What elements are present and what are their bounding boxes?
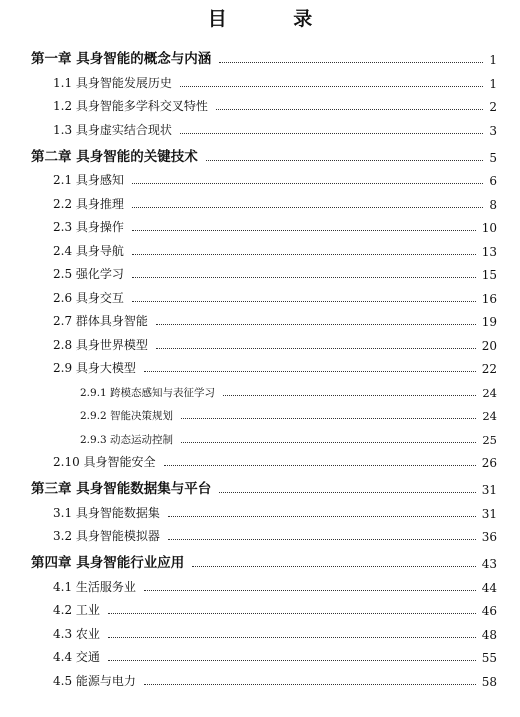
toc-section[interactable] [0, 67, 520, 91]
dot-leader [132, 229, 476, 231]
page-number: 3 [489, 123, 497, 138]
toc-section[interactable] [0, 282, 520, 306]
toc-chapter[interactable] [0, 138, 520, 165]
dot-leader [156, 347, 476, 349]
toc-chapter[interactable] [0, 470, 520, 497]
dot-leader [164, 464, 476, 466]
dot-leader [168, 515, 476, 517]
toc-subsection[interactable] [0, 423, 520, 447]
page-number: 26 [481, 456, 497, 470]
toc-label: 2.7 群体具身智能 [53, 314, 148, 328]
toc-label: 1.2 具身智能多学科交叉特性 [53, 99, 208, 113]
page-number: 48 [481, 627, 497, 642]
toc-label: 2.8 具身世界模型 [53, 337, 148, 352]
page-number: 20 [481, 338, 497, 353]
toc-label: 2.3 具身操作 [53, 220, 124, 234]
page-number: 31 [481, 506, 497, 521]
toc-section[interactable] [0, 329, 520, 353]
dot-leader [108, 636, 476, 638]
page-number: 10 [481, 221, 497, 235]
dot-leader [180, 85, 483, 87]
toc-label: 第四章 具身智能行业应用 [31, 555, 185, 571]
toc-section[interactable] [0, 353, 520, 377]
page-number: 46 [481, 604, 497, 618]
toc-section[interactable] [0, 447, 520, 471]
toc-section[interactable] [0, 188, 520, 212]
dot-leader [144, 370, 476, 372]
page-number: 24 [482, 409, 497, 423]
dot-leader [181, 441, 476, 443]
dot-leader [216, 108, 483, 110]
toc-label: 3.1 具身智能数据集 [53, 505, 160, 520]
toc-label: 2.9.2 智能决策规划 [80, 410, 174, 422]
toc-chapter[interactable] [0, 40, 520, 67]
dot-leader [108, 659, 476, 661]
toc-label: 2.4 具身导航 [53, 243, 124, 258]
dot-leader [132, 276, 476, 278]
toc-section[interactable] [0, 595, 520, 619]
page-number: 22 [481, 362, 497, 376]
page-number: 36 [481, 530, 497, 544]
toc-label: 4.4 交通 [53, 650, 100, 664]
dot-leader [108, 612, 476, 614]
dot-leader [168, 538, 476, 540]
page-number: 16 [481, 291, 497, 306]
dot-leader [144, 683, 476, 685]
toc-label: 2.5 强化学习 [53, 267, 124, 281]
toc-chapter[interactable] [0, 544, 520, 571]
dot-leader [206, 159, 484, 161]
toc-subsection[interactable] [0, 400, 520, 424]
dot-leader [181, 417, 476, 419]
toc-label: 2.10 具身智能安全 [53, 455, 156, 469]
toc-label: 第三章 具身智能数据集与平台 [31, 481, 212, 497]
page-title: 目 录 [207, 8, 343, 30]
page-number: 8 [489, 197, 497, 212]
toc-label: 2.9.1 跨模态感知与表征学习 [80, 386, 216, 399]
toc-label: 1.1 具身智能发展历史 [53, 75, 172, 90]
dot-leader [132, 300, 476, 302]
page-number: 25 [482, 432, 497, 447]
dot-leader [223, 394, 476, 396]
toc-section[interactable] [0, 521, 520, 545]
toc-section[interactable] [0, 259, 520, 283]
toc-label: 2.6 具身交互 [53, 290, 124, 305]
page-number: 13 [481, 244, 497, 259]
page-number: 31 [481, 483, 497, 497]
toc-section[interactable] [0, 235, 520, 259]
page-number: 1 [489, 53, 497, 67]
toc-label: 4.5 能源与电力 [53, 673, 136, 688]
toc-section[interactable] [0, 618, 520, 642]
toc-label: 4.3 农业 [53, 626, 100, 641]
toc-section[interactable] [0, 571, 520, 595]
toc-label: 1.3 具身虚实结合现状 [53, 122, 172, 137]
page-number: 19 [481, 315, 497, 329]
page-number: 2 [489, 100, 497, 114]
table-of-contents [0, 40, 520, 689]
toc-section[interactable] [0, 497, 520, 521]
page-number: 1 [489, 76, 497, 91]
toc-section[interactable] [0, 306, 520, 330]
toc-label: 3.2 具身智能模拟器 [53, 529, 160, 543]
toc-section[interactable] [0, 114, 520, 138]
page-number: 44 [481, 580, 497, 595]
toc-section[interactable] [0, 165, 520, 189]
page-number: 55 [481, 651, 497, 665]
toc-label: 2.2 具身推理 [53, 196, 124, 211]
dot-leader [144, 589, 476, 591]
toc-label: 4.1 生活服务业 [53, 579, 136, 594]
toc-label: 4.2 工业 [53, 603, 100, 617]
dot-leader [192, 565, 476, 567]
dot-leader [219, 61, 483, 63]
toc-section[interactable] [0, 665, 520, 689]
toc-section[interactable] [0, 212, 520, 236]
page-number: 58 [481, 674, 497, 689]
toc-label: 第二章 具身智能的关键技术 [31, 148, 198, 165]
dot-leader [132, 206, 483, 208]
page-number: 6 [489, 174, 497, 188]
dot-leader [132, 182, 483, 184]
dot-leader [156, 323, 476, 325]
page-number: 5 [489, 150, 497, 165]
toc-subsection[interactable] [0, 376, 520, 400]
toc-section[interactable] [0, 642, 520, 666]
dot-leader [180, 132, 483, 134]
dot-leader [219, 491, 476, 493]
toc-label: 2.1 具身感知 [53, 173, 124, 187]
page-number: 43 [481, 557, 497, 571]
toc-section[interactable] [0, 91, 520, 115]
toc-label: 2.9.3 动态运动控制 [80, 433, 174, 446]
toc-label: 第一章 具身智能的概念与内涵 [31, 51, 212, 67]
toc-label: 2.9 具身大模型 [53, 361, 136, 375]
page-number: 24 [482, 385, 497, 400]
page-number: 15 [481, 268, 497, 282]
dot-leader [132, 253, 476, 255]
